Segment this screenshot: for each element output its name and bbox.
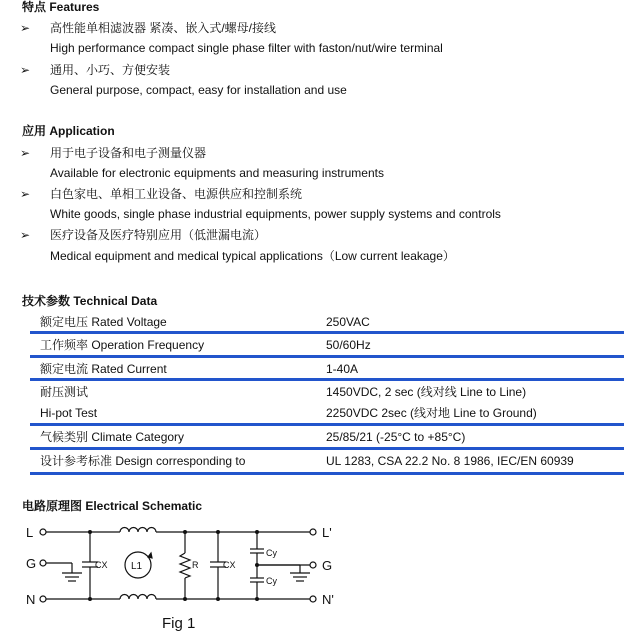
bullet-arrow-icon: ➢: [20, 187, 31, 201]
features-heading: 特点 Features: [22, 0, 100, 14]
application-2-cn: 白色家电、单相工业设备、电源供应和控制系统: [50, 187, 303, 201]
terminal-L-in: [40, 529, 46, 535]
feature-2-en: General purpose, compact, easy for installation and use: [50, 83, 347, 97]
row-label: 额定电流 Rated Current: [40, 362, 167, 376]
application-3-en: Medical equipment and medical typical applications（Low current leakage）: [50, 249, 455, 263]
row-value: 50/60Hz: [326, 338, 371, 352]
label-L-out: L': [322, 525, 332, 540]
label-L-in: L: [26, 525, 34, 540]
label-G-out: G: [322, 558, 333, 573]
label-r: R: [192, 560, 199, 570]
terminal-N-in: [40, 596, 46, 602]
row-value: 250VAC: [326, 315, 370, 329]
row-label: 气候类别 Climate Category: [40, 430, 185, 444]
label-cx1: CX: [95, 560, 108, 570]
bullet-arrow-icon: ➢: [20, 146, 31, 160]
inductor-bottom: [120, 595, 156, 600]
row-value: 25/85/21 (-25°C to +85°C): [326, 430, 466, 444]
row-value: 1450VDC, 2 sec (线对线 Line to Line): [326, 385, 527, 399]
label-N-out: N': [322, 592, 334, 607]
label-l1: L1: [131, 561, 143, 572]
row-divider: [30, 331, 624, 334]
row-label: 额定电压 Rated Voltage: [40, 315, 167, 329]
row-divider: [30, 423, 624, 426]
row-divider: [30, 355, 624, 358]
technical-heading: 技术参数 Technical Data: [22, 294, 158, 308]
row-divider: [30, 472, 624, 475]
inductor-top: [120, 528, 156, 533]
row-label: 工作频率 Operation Frequency: [40, 338, 205, 352]
terminal-N-out: [310, 596, 316, 602]
row-divider: [30, 378, 624, 381]
row-label: 耐压测试: [40, 385, 89, 399]
row-label: 设计参考标准 Design corresponding to: [40, 454, 246, 468]
feature-1-cn: 高性能单相滤波器 紧凑、嵌入式/螺母/接线: [50, 21, 277, 35]
application-1-cn: 用于电子设备和电子测量仪器: [50, 146, 207, 160]
label-cy2: Cy: [266, 576, 277, 586]
feature-1-en: High performance compact single phase filter with faston/nut/wire terminal: [50, 41, 443, 55]
terminal-G-in: [40, 560, 46, 566]
feature-2-cn: 通用、小巧、方便安装: [50, 63, 171, 77]
row-value: UL 1283, CSA 22.2 No. 8 1986, IEC/EN 60939: [326, 454, 574, 468]
label-cy1: Cy: [266, 548, 277, 558]
application-heading: 应用 Application: [22, 124, 115, 138]
label-cx2: CX: [223, 560, 236, 570]
application-3-cn: 医疗设备及医疗特别应用（低泄漏电流）: [50, 228, 267, 242]
bullet-arrow-icon: ➢: [20, 63, 31, 77]
terminal-L-out: [310, 529, 316, 535]
schematic-diagram: [0, 515, 630, 638]
resistor: [180, 553, 190, 578]
row-value: 2250VDC 2sec (线对地 Line to Ground): [326, 406, 537, 420]
label-G-in: G: [26, 556, 37, 571]
bullet-arrow-icon: ➢: [20, 228, 31, 242]
row-value: 1-40A: [326, 362, 359, 376]
application-1-en: Available for electronic equipments and measuring instruments: [50, 166, 384, 180]
row-label: Hi-pot Test: [40, 406, 98, 420]
terminal-G-out: [310, 562, 316, 568]
figure-caption: Fig 1: [162, 615, 196, 632]
schematic-heading: 电路原理图 Electrical Schematic: [22, 499, 203, 513]
application-2-en: White goods, single phase industrial equipments, power supply systems and controls: [50, 207, 501, 221]
label-N-in: N: [26, 592, 36, 607]
bullet-arrow-icon: ➢: [20, 21, 31, 35]
row-divider: [30, 447, 624, 450]
